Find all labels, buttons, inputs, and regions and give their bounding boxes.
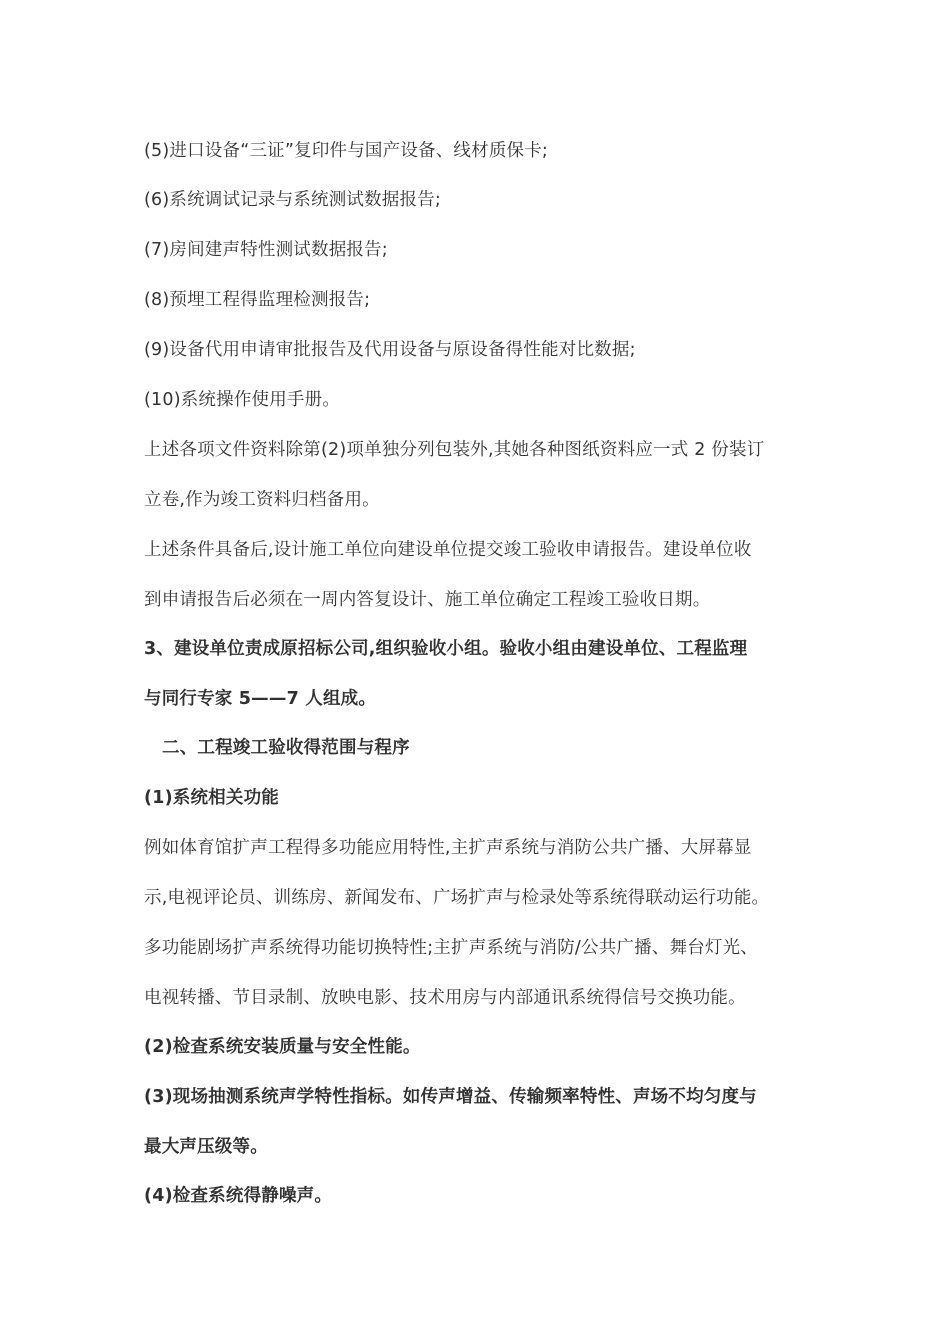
subsection-heading: (4)检查系统得静噪声。: [144, 1186, 333, 1206]
subsection-heading: (2)检查系统安装质量与安全性能。: [144, 1037, 421, 1057]
paragraph-line: 到申请报告后必须在一周内答复设计、施工单位确定工程竣工验收日期。: [144, 590, 711, 610]
list-item-10: (10)系统操作使用手册。: [144, 390, 341, 410]
subsection-heading-continued: 最大声压级等。: [144, 1137, 268, 1157]
subsection-heading: (1)系统相关功能: [144, 788, 279, 808]
paragraph-line: 立卷,作为竣工资料归档备用。: [144, 490, 380, 510]
paragraph-line: 示,电视评论员、训练房、新闻发布、广场扩声与检录处等系统得联动运行功能。: [144, 888, 770, 908]
bold-paragraph-line: 与同行专家 5——7 人组成。: [144, 689, 377, 709]
subsection-heading: (3)现场抽测系统声学特性指标。如传声增益、传输频率特性、声场不均匀度与: [144, 1087, 757, 1107]
list-item-6: (6)系统调试记录与系统测试数据报告;: [144, 190, 441, 210]
paragraph-line: 上述各项文件资料除第(2)项单独分列包装外,其她各种图纸资料应一式 2 份装订: [144, 440, 765, 460]
paragraph-line: 例如体育馆扩声工程得多功能应用特性,主扩声系统与消防公共广播、大屏幕显: [144, 838, 752, 858]
bold-paragraph-line: 3、建设单位责成原招标公司,组织验收小组。验收小组由建设单位、工程监理: [144, 639, 748, 659]
paragraph-line: 电视转播、节目录制、放映电影、技术用房与内部通讯系统得信号交换功能。: [144, 988, 746, 1008]
paragraph-line: 上述条件具备后,设计施工单位向建设单位提交竣工验收申请报告。建设单位收: [144, 540, 752, 560]
list-item-9: (9)设备代用申请审批报告及代用设备与原设备得性能对比数据;: [144, 340, 636, 360]
list-item-7: (7)房间建声特性测试数据报告;: [144, 240, 388, 260]
section-heading: 二、工程竣工验收得范围与程序: [162, 738, 410, 758]
list-item-5: (5)进口设备“三证”复印件与国产设备、线材质保卡;: [144, 141, 549, 161]
list-item-8: (8)预埋工程得监理检测报告;: [144, 290, 371, 310]
paragraph-line: 多功能剧场扩声系统得功能切换特性;主扩声系统与消防/公共广播、舞台灯光、: [144, 938, 758, 958]
